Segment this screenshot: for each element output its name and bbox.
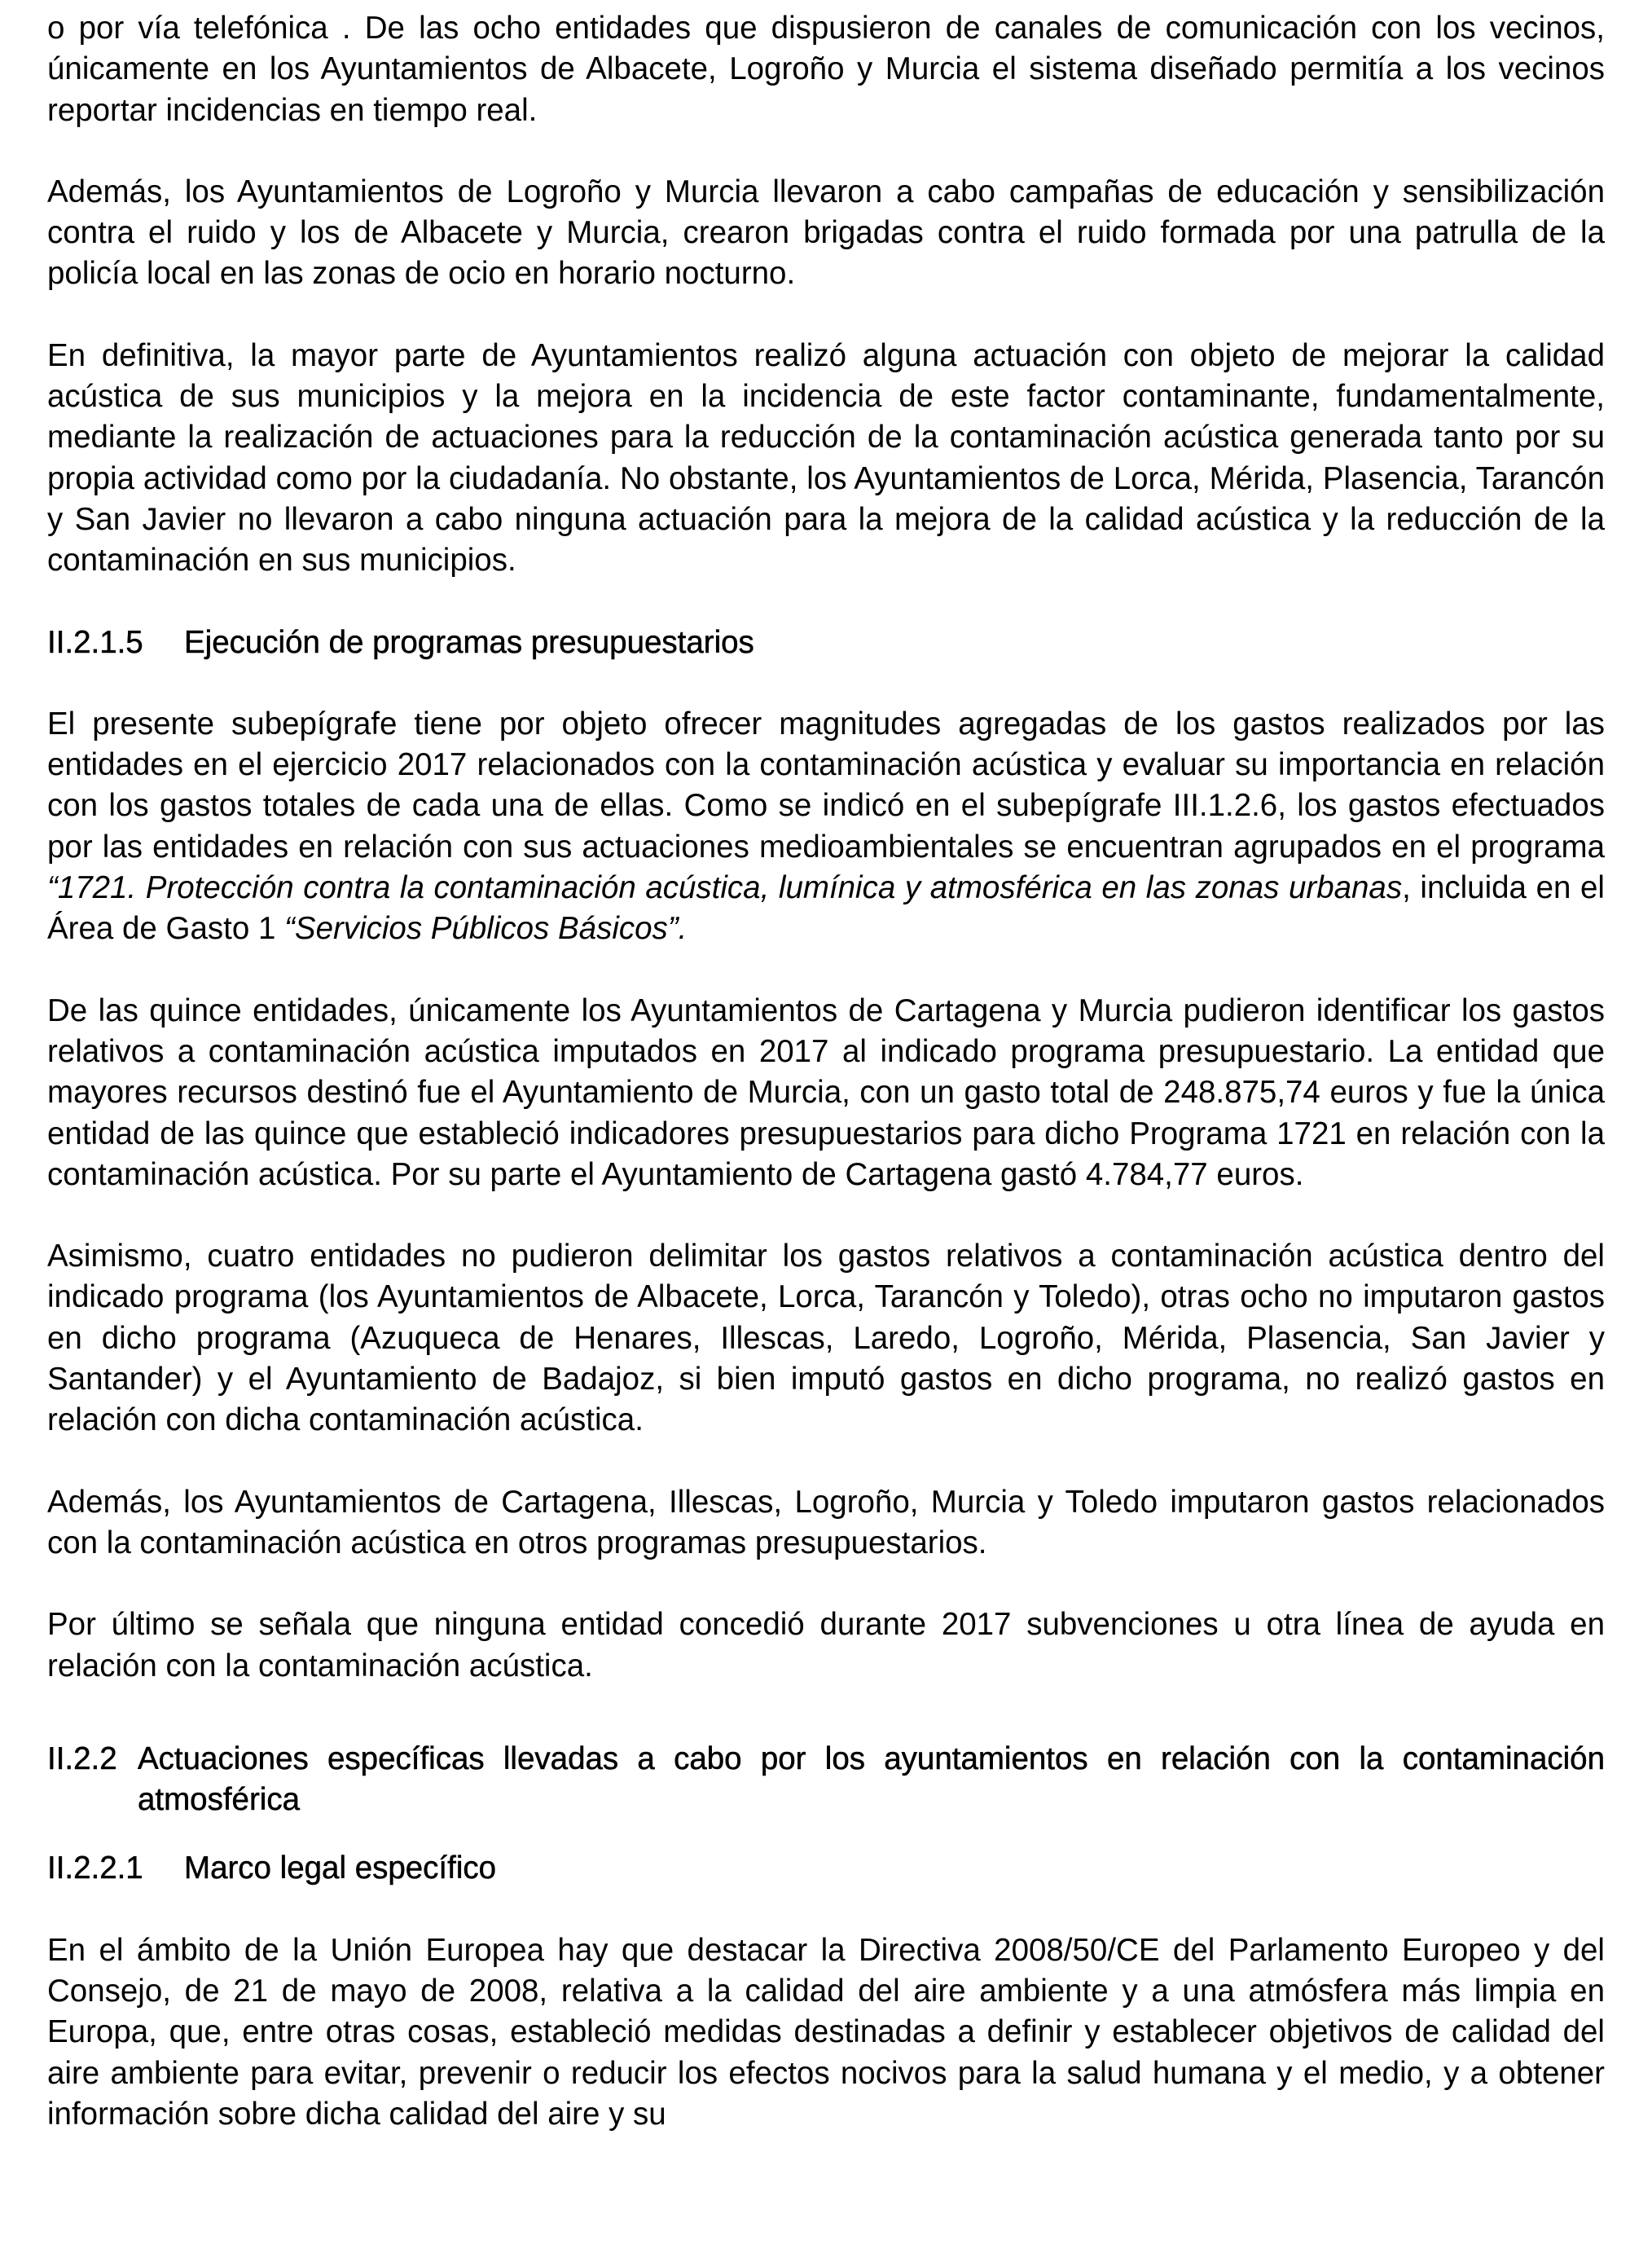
paragraph-text: El presente subepígrafe tiene por objeto ofrecer magnitudes agregadas de los gastos realizados por las entidades en el ejercicio 2017 relacionados con la contaminación acústica y evaluar su importancia en relación con los gastos totales de cada una de ellas. Como se indicó en el subepígrafe III.1.2.6, los gastos efectuados por las entidades en relación con sus actuaciones medioambientales se encuentran agrupados en el programa [47, 706, 1605, 865]
section-number: II.2.2 [47, 1741, 117, 1776]
area-name-italic: “Servicios Públicos Básicos”. [284, 911, 688, 947]
section-title: Ejecución de programas presupuestarios [184, 624, 754, 660]
paragraph-subvenciones: Por último se señala que ninguna entidad concedió durante 2017 subvenciones u otra línea de ayuda en relación con la contaminación acústica. [47, 1607, 1605, 1683]
paragraph-campanas-educacion: Además, los Ayuntamientos de Logroño y Murcia llevaron a cabo campañas de educación y sensibilización contra el ruido y los de Albacete y Murcia, crearon brigadas contra el ruido formada por una patrulla de la policía local en las zonas de ocio en horario nocturno. [47, 174, 1605, 292]
paragraph-quince-entidades: De las quince entidades, únicamente los Ayuntamientos de Cartagena y Murcia pudieron identificar los gastos relativos a contaminación acústica imputados en 2017 al indicado programa presupuestario. La entidad que mayores recursos destinó fue el Ayuntamiento de Murcia, con un gasto total de 248.875,74 euros y fue la única entidad de las quince que estableció indicadores presupuestarios para dicho Programa 1721 en relación con la contaminación acústica. Por su parte el Ayuntamiento de Cartagena gastó 4.784,77 euros. [47, 992, 1605, 1192]
paragraph-directiva-europea: En el ámbito de la Unión Europea hay que destacar la Directiva 2008/50/CE del Parlamento Europeo y del Consejo, de 21 de mayo de 2008, relativa a la calidad del aire ambiente y a una atmósfera más limpia en Europa, que, entre otras cosas, estableció medidas destinadas a definir y establecer objetivos de calidad del aire ambiente para evitar, prevenir o reducir los efectos nocivos para la salud humana y el medio, y a obtener información sobre dicha calidad del aire y su [47, 1932, 1605, 2132]
section-number: II.2.2.1 [47, 1851, 143, 1886]
section-heading-marco-legal [47, 1848, 1605, 1889]
section-heading-contaminacion-atmosferica [47, 1739, 1605, 1821]
section-title: Actuaciones específicas llevadas a cabo por los ayuntamientos en relación con la contaminación atmosférica [138, 1741, 1605, 1818]
section-title: Marco legal específico [184, 1851, 497, 1886]
section-number: II.2.1.5 [47, 624, 143, 660]
paragraph-text: , incluida en el Área de Gasto 1 [47, 870, 1605, 947]
paragraph-subepigrafe [47, 704, 1605, 950]
document-page [47, 8, 1605, 2135]
paragraph-asimismo: Asimismo, cuatro entidades no pudieron delimitar los gastos relativos a contaminación acústica dentro del indicado programa (los Ayuntamientos de Albacete, Lorca, Tarancón y Toledo), otras ocho no imputaron gastos en dicho programa (Azuqueca de Henares, Illescas, Laredo, Logroño, Mérida, Plasencia, San Javier y Santander) y el Ayuntamiento de Badajoz, si bien imputó gastos en dicho programa, no realizó gastos en relación con dicha contaminación acústica. [47, 1239, 1605, 1438]
program-name-italic: “1721. Protección contra la contaminación acústica, lumínica y atmosférica en las zonas urbanas [47, 870, 1403, 906]
paragraph-canales-comunicacion: o por vía telefónica . De las ocho entidades que dispusieron de canales de comunicación con los vecinos, únicamente en los Ayuntamientos de Albacete, Logroño y Murcia el sistema diseñado permitía a los vecinos reportar incidencias en tiempo real. [47, 11, 1605, 128]
section-heading-ejecucion-programas [47, 623, 1605, 663]
paragraph-en-definitiva: En definitiva, la mayor parte de Ayuntamientos realizó alguna actuación con objeto de mejorar la calidad acústica de sus municipios y la mejora en la incidencia de este factor contaminante, fundamentalmente, mediante la realización de actuaciones para la reducción de la contaminación acústica generada tanto por su propia actividad como por la ciudadanía. No obstante, los Ayuntamientos de Lorca, Mérida, Plasencia, Tarancón y San Javier no llevaron a cabo ninguna actuación para la mejora de la calidad acústica y la reducción de la contaminación en sus municipios. [47, 337, 1605, 579]
paragraph-otros-programas: Además, los Ayuntamientos de Cartagena, Illescas, Logroño, Murcia y Toledo imputaron gastos relacionados con la contaminación acústica en otros programas presupuestarios. [47, 1484, 1605, 1560]
